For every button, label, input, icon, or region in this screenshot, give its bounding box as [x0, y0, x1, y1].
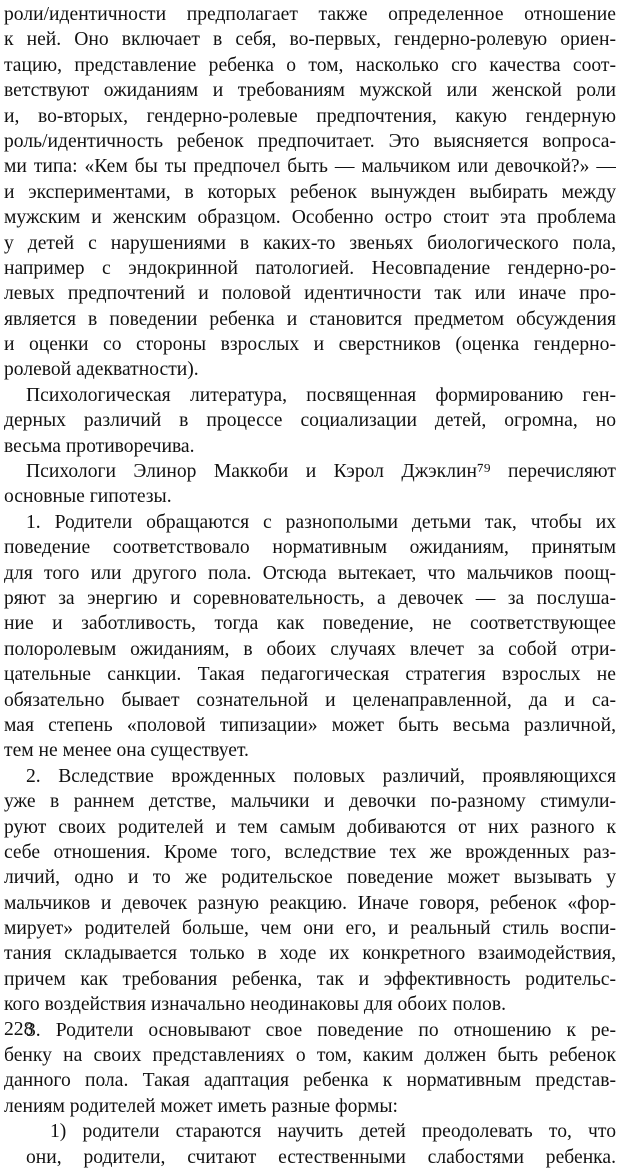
text-line: данного пола. Такая адаптация ребенка к нормативным представ-	[4, 1070, 616, 1092]
text-line: личий, одно и то же родительское поведение может вызывать у	[4, 867, 616, 889]
text-line: к ней. Оно включает в себя, во-первых, гендерно-ролевую ориен-	[4, 29, 616, 51]
text-line: является в поведении ребенка и становится предметом обсуждения	[4, 308, 616, 330]
text-line: полоролевым ожиданиям, в обоих случаях влечет за собой отри-	[4, 638, 616, 660]
text-line: и оценки со стороны взрослых и сверстников (оценка гендерно-	[4, 334, 616, 356]
text-line: лениям родителей может иметь разные формы:	[4, 1095, 398, 1117]
text-line: мужским и женским образцом. Особенно остро стоит эта проблема	[4, 207, 616, 229]
text-line: ми типа: «Кем бы ты предпочел быть — мальчиком или девочкой?» —	[4, 156, 616, 178]
text-line: причем как требования ребенка, так и эффективность родительс-	[4, 968, 616, 990]
text-line: Психологическая литература, посвященная формированию ген-	[26, 384, 616, 406]
text-line: основные гипотезы.	[4, 486, 172, 508]
text-line: 1) родители стараются научить детей преодолевать то, что	[50, 1121, 616, 1143]
text-line: 1. Родители обращаются с разнополыми детьми так, чтобы их	[26, 511, 616, 533]
text-line: тания складывается только в ходе их конкретного взаимодействия,	[4, 943, 616, 965]
text-line: для того или другого пола. Отсюда вытекает, что мальчиков поощ-	[4, 562, 616, 584]
text-line: роль/идентичность ребенок предпочитает. Это выясняется вопроса-	[4, 130, 616, 152]
text-line: у детей с нарушениями в каких-то звеньях биологического пола,	[4, 232, 616, 254]
text-line: обязательно бывает сознательной и целенаправленной, да и са-	[4, 689, 616, 711]
text-line: мирует» родителей больше, чем они его, и реальный стиль воспи-	[4, 918, 616, 940]
text-line: поведение соответствовало нормативным ожиданиям, принятым	[4, 537, 616, 559]
text-line: весьма противоречива.	[4, 435, 195, 457]
text-line: дерных различий в процессе социализации детей, огромна, но	[4, 410, 616, 432]
text-line: руют своих родителей и тем самым добиваются от них разного к	[4, 816, 616, 838]
text-line: ролевой адекватности).	[4, 359, 199, 381]
text-line: 2. Вследствие врожденных половых различий, проявляющихся	[26, 765, 616, 787]
text-line: ние и заботливость, тогда как поведение, не соответствующее	[4, 613, 616, 635]
text-line: бенку на своих представлениях о том, каким должен быть ребенок	[4, 1045, 616, 1067]
text-line: уже в раннем детстве, мальчики и девочки по-разному стимули-	[4, 791, 616, 813]
text-line: себе отношения. Кроме того, вследствие тех же врожденных раз-	[4, 841, 616, 863]
text-line: тацию, представление ребенка о том, насколько сго качества соот-	[4, 54, 616, 76]
text-line: и, во-вторых, гендерно-ролевые предпочтения, какую гендерную	[4, 105, 616, 127]
text-line: ветствуют ожиданиям и требованиям мужской или женской роли	[4, 80, 616, 102]
text-line: мальчиков и девочек разную реакцию. Иначе говоря, ребенок «фор-	[4, 892, 616, 914]
text-line: ряют за энергию и соревновательность, а девочек — за послуша-	[4, 587, 616, 609]
text-line: например с эндокринной патологией. Несовпадение гендерно-ро-	[4, 257, 616, 279]
page-number: 228	[4, 1019, 34, 1040]
text-line: левых предпочтений и половой идентичности так или иначе про-	[4, 283, 616, 305]
text-line: роли/идентичности предполагает также определенное отношение	[4, 4, 616, 25]
text-line: тем не менее она существует.	[4, 740, 249, 762]
text-line: и экспериментами, в которых ребенок вынужден выбирать между	[4, 181, 616, 203]
text-line: они, родители, считают естественными слабостями ребенка.	[26, 1146, 616, 1168]
text-line: Психологи Элинор Маккоби и Кэрол Джэклин⁷⁹ перечисляют	[26, 461, 616, 483]
text-line: цательные санкции. Такая педагогическая стратегия взрослых не	[4, 664, 616, 686]
text-line: кого воздействия изначально неодинаковы для обоих полов.	[4, 994, 507, 1016]
text-line: мая степень «половой типизации» может быть весьма различной,	[4, 714, 616, 736]
text-line: 3. Родители основывают свое поведение по отношению к ре-	[26, 1019, 616, 1041]
